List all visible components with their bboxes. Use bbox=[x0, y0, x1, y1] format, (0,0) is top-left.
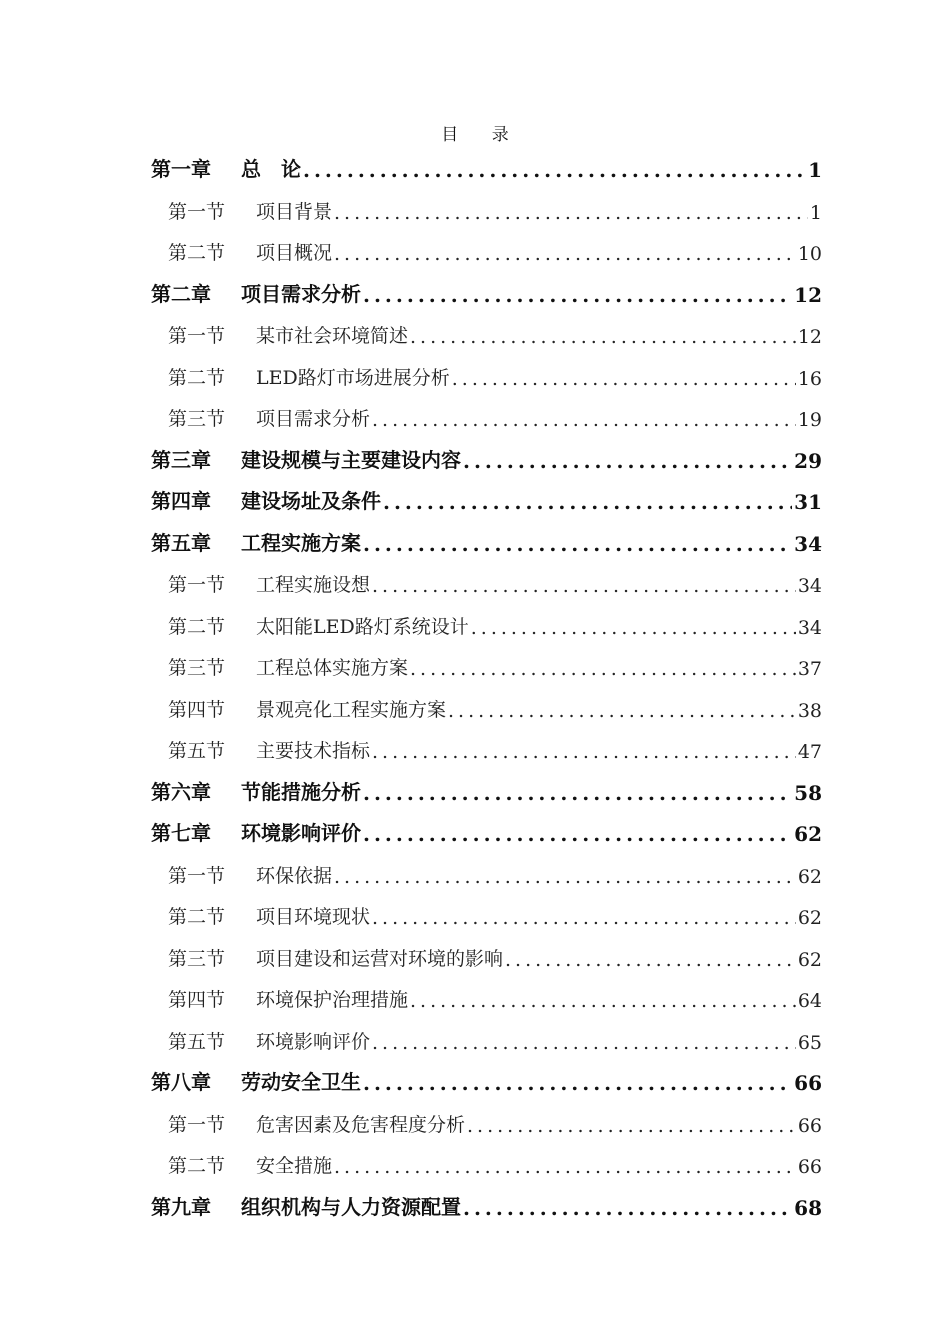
toc-entry-number: 第三节 bbox=[168, 947, 226, 970]
toc-entry-title: 主要技术指标 bbox=[256, 740, 371, 762]
toc-page-number: 34 bbox=[794, 531, 822, 556]
toc-page-number: 37 bbox=[797, 658, 822, 680]
toc-dot-leader bbox=[372, 907, 796, 929]
toc-entry-title: 项目环境现状 bbox=[256, 906, 371, 928]
toc-entry-label bbox=[168, 985, 408, 1012]
toc-entry-number: 第二节 bbox=[168, 366, 226, 389]
toc-entry-title: 工程实施设想 bbox=[256, 574, 371, 596]
toc-section-entry[interactable] bbox=[168, 1142, 822, 1178]
toc-entry-title: 总 论 bbox=[241, 157, 301, 181]
toc-entry-title: 建设场址及条件 bbox=[241, 489, 381, 513]
toc-dot-leader bbox=[471, 617, 796, 639]
toc-entry-label bbox=[151, 527, 361, 556]
toc-entry-title: 危害因素及危害程度分析 bbox=[256, 1113, 466, 1136]
toc-page-number: 62 bbox=[797, 907, 822, 929]
toc-page-number: 62 bbox=[794, 822, 822, 846]
toc-chapter-entry[interactable] bbox=[151, 769, 822, 805]
page-title: 目 录 bbox=[441, 125, 523, 145]
toc-page-number: 68 bbox=[794, 1195, 822, 1220]
toc-entry-title: 工程总体实施方案 bbox=[256, 657, 409, 679]
toc-entry-number: 第五节 bbox=[168, 740, 226, 762]
toc-entry-title: 劳动安全卫生 bbox=[241, 1070, 361, 1094]
toc-page-number: 58 bbox=[794, 780, 822, 805]
toc-entry-title: 安全措施 bbox=[256, 1155, 333, 1177]
toc-page-number: 19 bbox=[797, 409, 822, 431]
toc-entry-title: 组织机构与人力资源配置 bbox=[241, 1194, 461, 1219]
toc-dot-leader bbox=[467, 1115, 796, 1137]
toc-section-entry[interactable] bbox=[168, 727, 822, 763]
toc-entry-number: 第二节 bbox=[168, 242, 226, 264]
toc-dot-leader bbox=[372, 409, 796, 431]
toc-dot-leader bbox=[452, 368, 796, 390]
toc-page-number: 12 bbox=[797, 326, 822, 348]
toc-dot-leader bbox=[363, 532, 792, 556]
toc-section-entry[interactable] bbox=[168, 852, 822, 888]
toc-entry-label bbox=[151, 1191, 461, 1220]
toc-entry-label bbox=[168, 1027, 370, 1054]
toc-page-number: 66 bbox=[794, 1071, 822, 1095]
toc-entry-number: 第二节 bbox=[168, 906, 226, 928]
toc-dot-leader bbox=[334, 1156, 796, 1178]
toc-section-entry[interactable] bbox=[168, 1101, 822, 1137]
toc-entry-title: 环境影响评价 bbox=[241, 821, 361, 845]
toc-entry-label bbox=[168, 321, 408, 348]
toc-page-number: 1 bbox=[808, 158, 822, 182]
toc-entry-title: 环保依据 bbox=[256, 864, 333, 887]
toc-dot-leader bbox=[372, 575, 796, 597]
toc-entry-title: 太阳能LED路灯系统设计 bbox=[256, 615, 469, 638]
toc-entry-number: 第四章 bbox=[151, 489, 211, 513]
toc-page-number: 62 bbox=[797, 948, 822, 971]
toc-entry-label bbox=[151, 444, 461, 473]
toc-entry-title: 项目需求分析 bbox=[256, 408, 371, 430]
toc-page-number: 65 bbox=[797, 1031, 822, 1054]
toc-entry-number: 第三章 bbox=[151, 447, 211, 472]
toc-section-entry[interactable] bbox=[168, 188, 822, 224]
toc-entry-label bbox=[168, 861, 332, 888]
toc-section-entry[interactable] bbox=[168, 354, 822, 390]
toc-entry-label bbox=[168, 695, 446, 722]
toc-dot-leader bbox=[505, 949, 796, 971]
toc-dot-leader bbox=[363, 822, 792, 846]
toc-chapter-entry[interactable] bbox=[151, 1184, 822, 1220]
toc-page-number: 12 bbox=[794, 282, 822, 307]
toc-dot-leader bbox=[363, 283, 792, 307]
toc-entry-label bbox=[151, 1066, 361, 1095]
toc-chapter-entry[interactable] bbox=[151, 146, 822, 182]
toc-entry-number: 第一章 bbox=[151, 157, 211, 181]
toc-section-entry[interactable] bbox=[168, 935, 822, 971]
toc-section-entry[interactable] bbox=[168, 893, 822, 929]
toc-entry-number: 第四节 bbox=[168, 989, 226, 1011]
toc-entry-number: 第六章 bbox=[151, 779, 211, 804]
toc-entry-label bbox=[168, 404, 370, 431]
toc-page-number: 62 bbox=[797, 865, 822, 888]
toc-dot-leader bbox=[363, 1071, 792, 1095]
toc-entry-title: 节能措施分析 bbox=[241, 779, 361, 804]
toc-dot-leader bbox=[448, 700, 796, 722]
toc-dot-leader bbox=[410, 990, 796, 1012]
toc-dot-leader bbox=[410, 326, 796, 348]
toc-entry-label bbox=[168, 363, 450, 390]
toc-section-entry[interactable] bbox=[168, 312, 822, 348]
toc-entry-label bbox=[168, 570, 370, 597]
toc-dot-leader bbox=[410, 658, 796, 680]
toc-chapter-entry[interactable] bbox=[151, 1059, 822, 1095]
toc-entry-label bbox=[168, 1151, 332, 1178]
toc-entry-number: 第九章 bbox=[151, 1194, 211, 1219]
toc-section-entry[interactable] bbox=[168, 603, 822, 639]
toc-entry-number: 第七章 bbox=[151, 821, 211, 845]
toc-entry-label bbox=[168, 238, 332, 265]
toc-dot-leader bbox=[303, 158, 806, 182]
toc-entry-label bbox=[168, 902, 370, 929]
toc-entry-number: 第二章 bbox=[151, 281, 211, 306]
toc-page-number: 34 bbox=[797, 616, 822, 639]
toc-page-number: 34 bbox=[797, 575, 822, 597]
toc-entry-label bbox=[168, 612, 469, 639]
toc-entry-number: 第三节 bbox=[168, 657, 226, 679]
toc-entry-label bbox=[151, 485, 381, 514]
toc-entry-number: 第四节 bbox=[168, 698, 226, 721]
toc-page-number: 16 bbox=[797, 367, 822, 390]
toc-entry-number: 第二节 bbox=[168, 615, 226, 638]
toc-entry-title: 景观亮化工程实施方案 bbox=[256, 698, 447, 721]
toc-dot-leader bbox=[372, 741, 796, 763]
toc-entry-number: 第二节 bbox=[168, 1155, 226, 1177]
toc-page-number: 47 bbox=[797, 741, 822, 763]
toc-entry-title: 环境影响评价 bbox=[256, 1030, 371, 1053]
toc-entry-title: 某市社会环境简述 bbox=[256, 325, 409, 347]
toc-section-entry[interactable] bbox=[168, 561, 822, 597]
toc-dot-leader bbox=[363, 781, 792, 805]
toc-dot-leader bbox=[334, 202, 808, 224]
toc-entry-label bbox=[168, 736, 370, 763]
toc-entry-title: 环境保护治理措施 bbox=[256, 989, 409, 1011]
toc-page-number: 66 bbox=[797, 1156, 822, 1178]
toc-entry-title: LED路灯市场进展分析 bbox=[256, 366, 450, 389]
toc-dot-leader bbox=[334, 243, 796, 265]
toc-entry-label bbox=[168, 197, 332, 224]
toc-page-number: 1 bbox=[809, 201, 822, 224]
toc-dot-leader bbox=[463, 449, 792, 473]
toc-entry-label bbox=[151, 153, 301, 182]
toc-dot-leader bbox=[383, 490, 792, 514]
toc-section-entry[interactable] bbox=[168, 229, 822, 265]
toc-page-number: 64 bbox=[797, 990, 822, 1012]
toc-chapter-entry[interactable] bbox=[151, 520, 822, 556]
toc-entry-label bbox=[151, 817, 361, 846]
toc-dot-leader bbox=[372, 1032, 796, 1054]
toc-section-entry[interactable] bbox=[168, 976, 822, 1012]
toc-entry-title: 工程实施方案 bbox=[241, 530, 361, 555]
toc-entry-number: 第三节 bbox=[168, 408, 226, 430]
toc-entry-number: 第一节 bbox=[168, 864, 226, 887]
toc-entry-label bbox=[151, 776, 361, 805]
toc-page-number: 31 bbox=[794, 490, 822, 514]
toc-entry-label bbox=[151, 278, 361, 307]
toc-entry-title: 建设规模与主要建设内容 bbox=[241, 447, 461, 472]
toc-chapter-entry[interactable] bbox=[151, 810, 822, 846]
toc-entry-number: 第一节 bbox=[168, 1113, 226, 1136]
toc-entry-label bbox=[168, 1110, 465, 1137]
toc-entry-label bbox=[168, 653, 408, 680]
toc-chapter-entry[interactable] bbox=[151, 478, 822, 514]
toc-entry-number: 第五节 bbox=[168, 1030, 226, 1053]
toc-page-number: 38 bbox=[797, 699, 822, 722]
toc-page-number: 66 bbox=[797, 1114, 822, 1137]
toc-entry-number: 第八章 bbox=[151, 1070, 211, 1094]
toc-entry-number: 第一节 bbox=[168, 200, 226, 223]
toc-entry-title: 项目需求分析 bbox=[241, 281, 361, 306]
toc-entry-number: 第一节 bbox=[168, 574, 226, 596]
toc-dot-leader bbox=[463, 1196, 792, 1220]
toc-entry-title: 项目概况 bbox=[256, 242, 333, 264]
toc-entry-title: 项目背景 bbox=[256, 200, 333, 223]
toc-page-number: 10 bbox=[797, 243, 822, 265]
toc-entry-title: 项目建设和运营对环境的影响 bbox=[256, 947, 504, 970]
toc-dot-leader bbox=[334, 866, 796, 888]
toc-section-entry[interactable] bbox=[168, 1018, 822, 1054]
toc-entry-number: 第五章 bbox=[151, 530, 211, 555]
toc-entry-label bbox=[168, 944, 503, 971]
toc-section-entry[interactable] bbox=[168, 644, 822, 680]
toc-chapter-entry[interactable] bbox=[151, 271, 822, 307]
toc-section-entry[interactable] bbox=[168, 395, 822, 431]
toc-section-entry[interactable] bbox=[168, 686, 822, 722]
toc-chapter-entry[interactable] bbox=[151, 437, 822, 473]
toc-entry-number: 第一节 bbox=[168, 325, 226, 347]
toc-page-number: 29 bbox=[794, 448, 822, 473]
